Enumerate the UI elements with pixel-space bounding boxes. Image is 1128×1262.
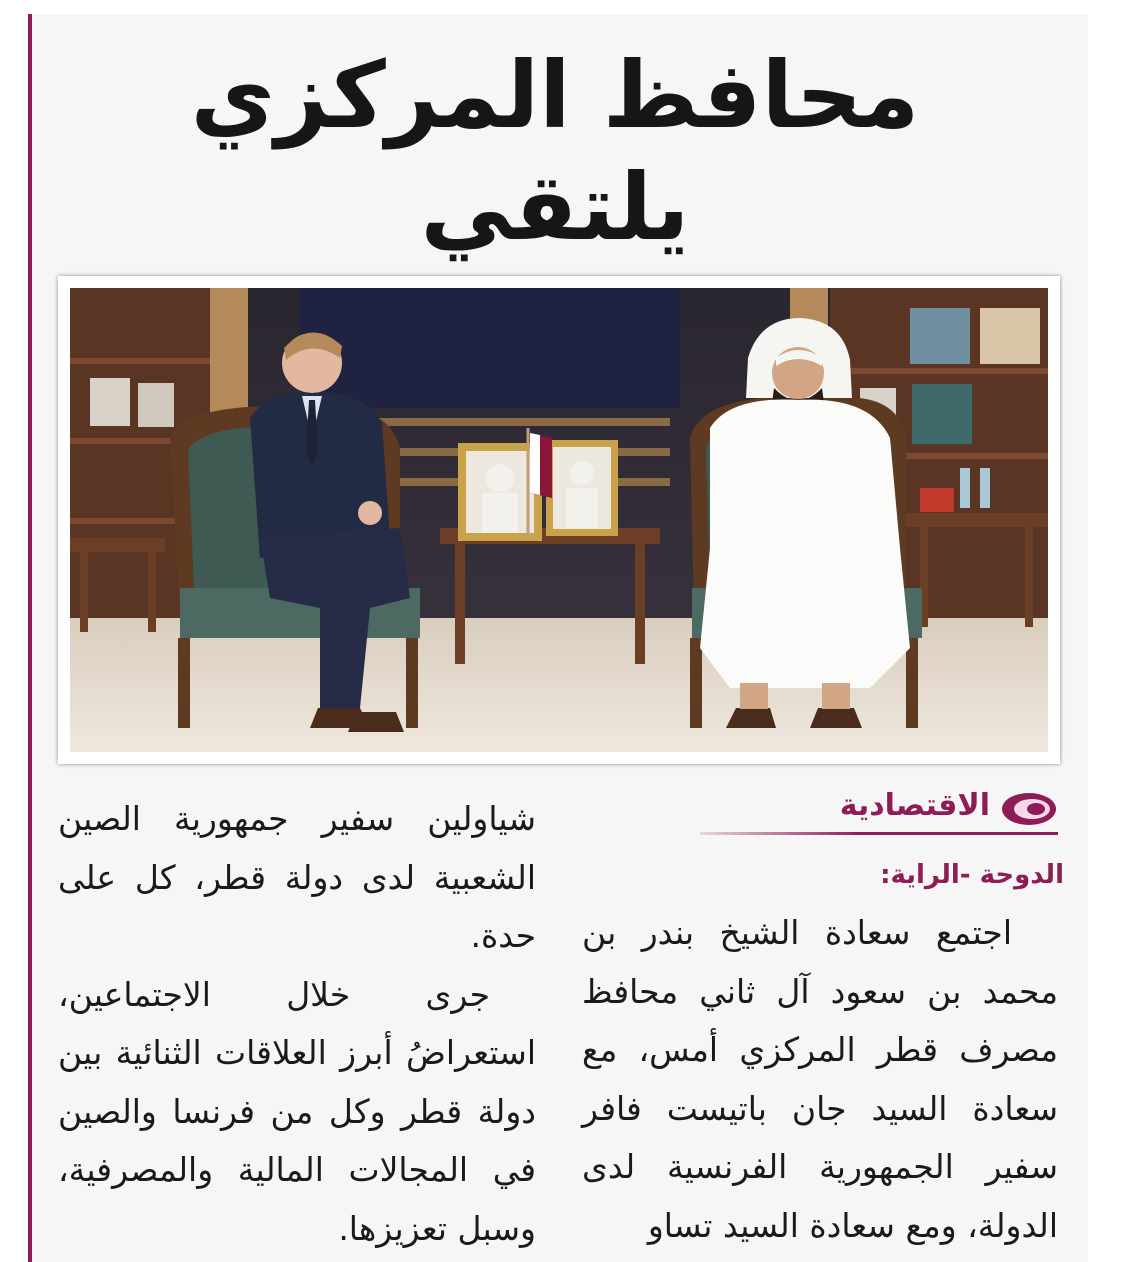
- body-paragraph: اجتمع سعادة الشيخ بندر بن محمد بن سعود آل ثاني محافظ مصرف قطر المركزي أمس، مع سعادة السيد جان باتيست فافر سفير الجمهورية الفرنسية لدى الدولة، ومع سعادة السيد تساو: [582, 913, 1058, 1245]
- article-photo: [58, 276, 1060, 764]
- dateline: الدوحة -الراية:: [880, 860, 1064, 890]
- section-logo-icon: [1000, 790, 1058, 828]
- article-body-left-column: [58, 790, 536, 1258]
- accent-side-bar: [28, 14, 32, 1262]
- meeting-photo: [70, 288, 1048, 752]
- body-paragraph: شياولين سفير جمهورية الصين الشعبية لدى دولة قطر، كل على حدة.: [58, 799, 536, 955]
- body-paragraph: جرى خلال الاجتماعين، استعراضُ أبرز العلاقات الثنائية بين دولة قطر وكل من فرنسا والصين في المجالات المالية والمصرفية، وسبل تعزيزها.: [58, 974, 536, 1248]
- section-label: الاقتصادية: [839, 788, 990, 823]
- section-rule: [700, 832, 1058, 835]
- section-header: [700, 786, 1058, 838]
- article-body-right-column: [582, 904, 1058, 1255]
- headline-line-1: محافظ المركزي يلتقي: [190, 42, 920, 261]
